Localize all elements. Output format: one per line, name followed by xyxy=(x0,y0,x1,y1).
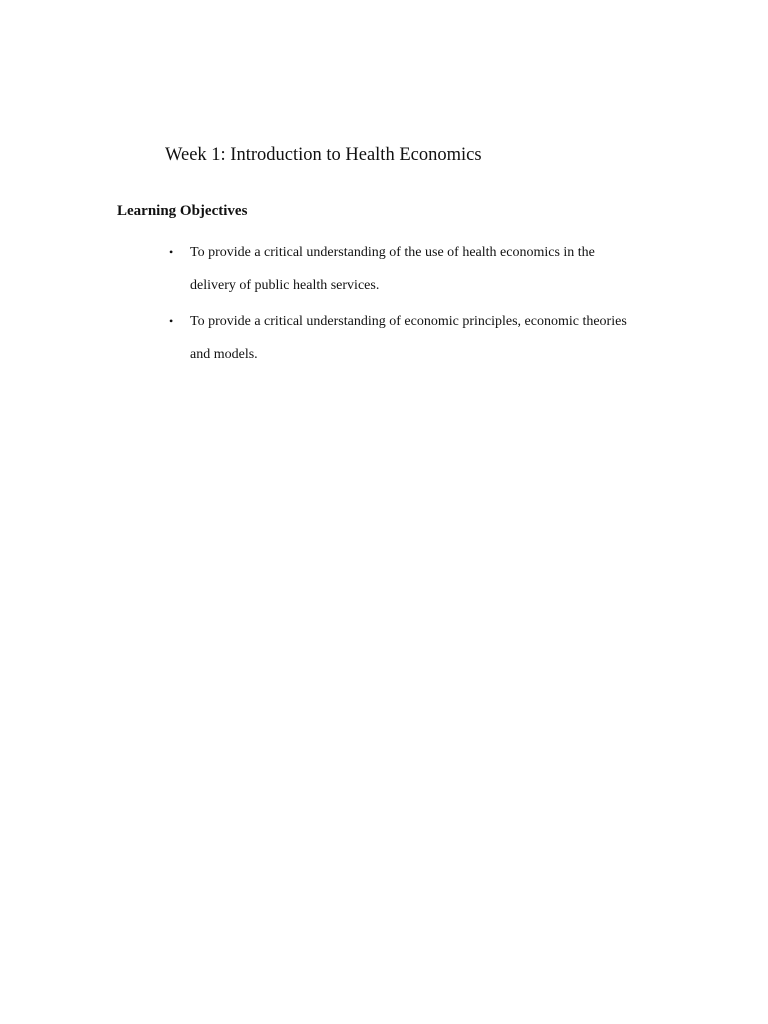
objective-line: To provide a critical understanding of economic principles, economic theories xyxy=(190,314,627,329)
list-item xyxy=(169,305,650,371)
objective-line: and models. xyxy=(190,347,258,362)
bullet-icon: • xyxy=(169,245,174,259)
objective-line: To provide a critical understanding of the use of health economics in the xyxy=(190,245,595,260)
objective-line: delivery of public health services. xyxy=(190,278,380,293)
learning-objectives-list xyxy=(169,236,650,374)
bullet-icon: • xyxy=(169,314,174,328)
document-title: Week 1: Introduction to Health Economics xyxy=(165,145,482,165)
learning-objectives-heading: Learning Objectives xyxy=(117,203,248,219)
list-item xyxy=(169,236,650,302)
